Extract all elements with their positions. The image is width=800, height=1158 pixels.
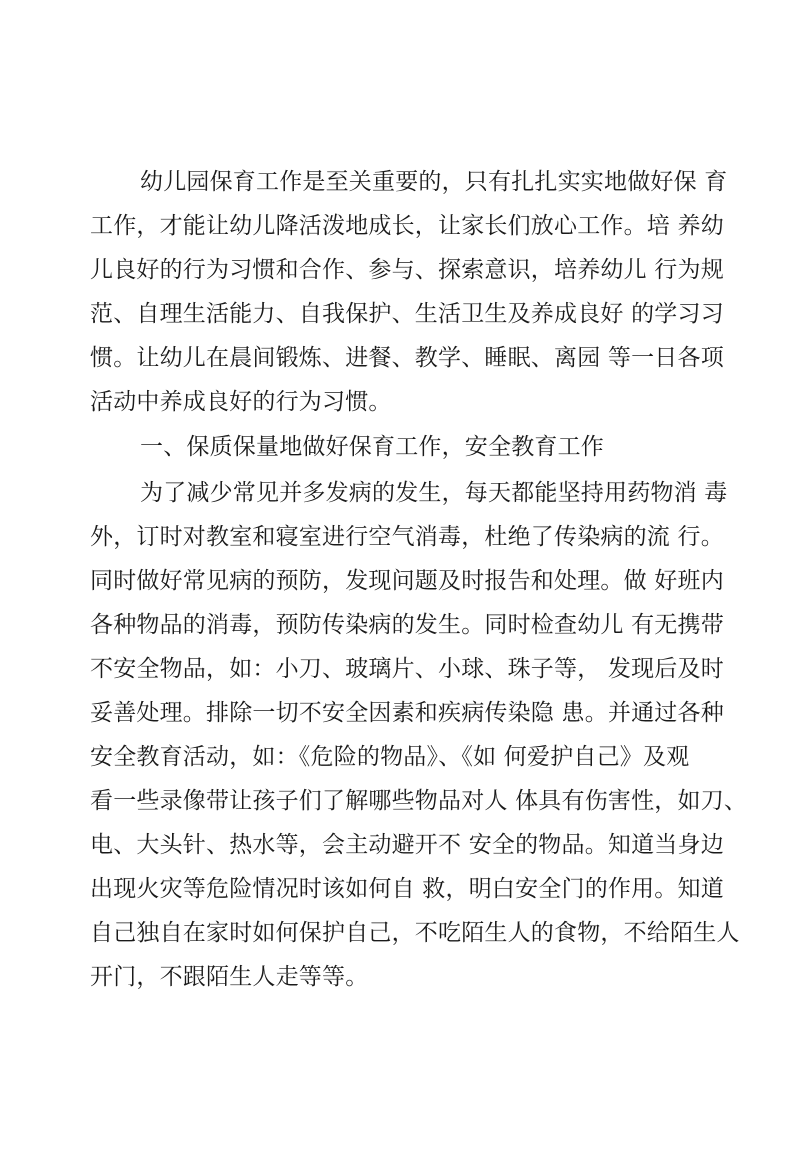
paragraph-line: 电、大头针、热水等，会主动避开不 安全的物品。知道当身边 [90, 832, 724, 858]
paragraph-line: 自己独自在家时如何保护自己，不吃陌生人的食物，不给陌生人 [90, 920, 740, 946]
paragraph-line: 儿良好的行为习惯和合作、参与、探索意识，培养幼儿 行为规 [90, 257, 724, 283]
paragraph-line: 范、自理生活能力、自我保护、生活卫生及养成良好 的学习习 [90, 301, 724, 327]
paragraph-line: 开门，不跟陌生人走等等。 [90, 964, 369, 990]
paragraph-line: 妥善处理。排除一切不安全因素和疾病传染隐 患。并通过各种 [90, 700, 724, 726]
paragraph-line: 活动中养成良好的行为习惯。 [90, 389, 392, 415]
section-heading: 一、保质保量地做好保育工作，安全教育工作 [140, 434, 604, 460]
paragraph-line: 惯。让幼儿在晨间锻炼、进餐、教学、睡眠、离园 等一日各项 [90, 345, 724, 371]
paragraph-line: 各种物品的消毒，预防传染病的发生。同时检查幼儿 有无携带 [90, 612, 724, 638]
paragraph-line: 工作，才能让幼儿降活泼地成长，让家长们放心工作。培 养幼 [90, 213, 724, 239]
paragraph-line: 为了减少常见并多发病的发生，每天都能坚持用药物消 毒 [140, 480, 728, 506]
paragraph-line: 看一些录像带让孩子们了解哪些物品对人 体具有伤害性，如刀、 [90, 788, 748, 814]
paragraph-line: 幼儿园保育工作是至关重要的，只有扎扎实实地做好保 育 [140, 169, 728, 195]
paragraph-line: 安全教育活动，如：《危险的物品》、《如 何爱护自己》及观 [90, 744, 690, 770]
paragraph-line: 外，订时对教室和寝室进行空气消毒，杜绝了传染病的流 行。 [90, 524, 724, 550]
paragraph-line: 出现火灾等危险情况时该如何自 救，明白安全门的作用。知道 [90, 876, 724, 902]
paragraph-line: 同时做好常见病的预防，发现问题及时报告和处理。做 好班内 [90, 568, 724, 594]
paragraph-line: 不安全物品，如：小刀、玻璃片、小球、珠子等， 发现后及时 [90, 656, 724, 682]
